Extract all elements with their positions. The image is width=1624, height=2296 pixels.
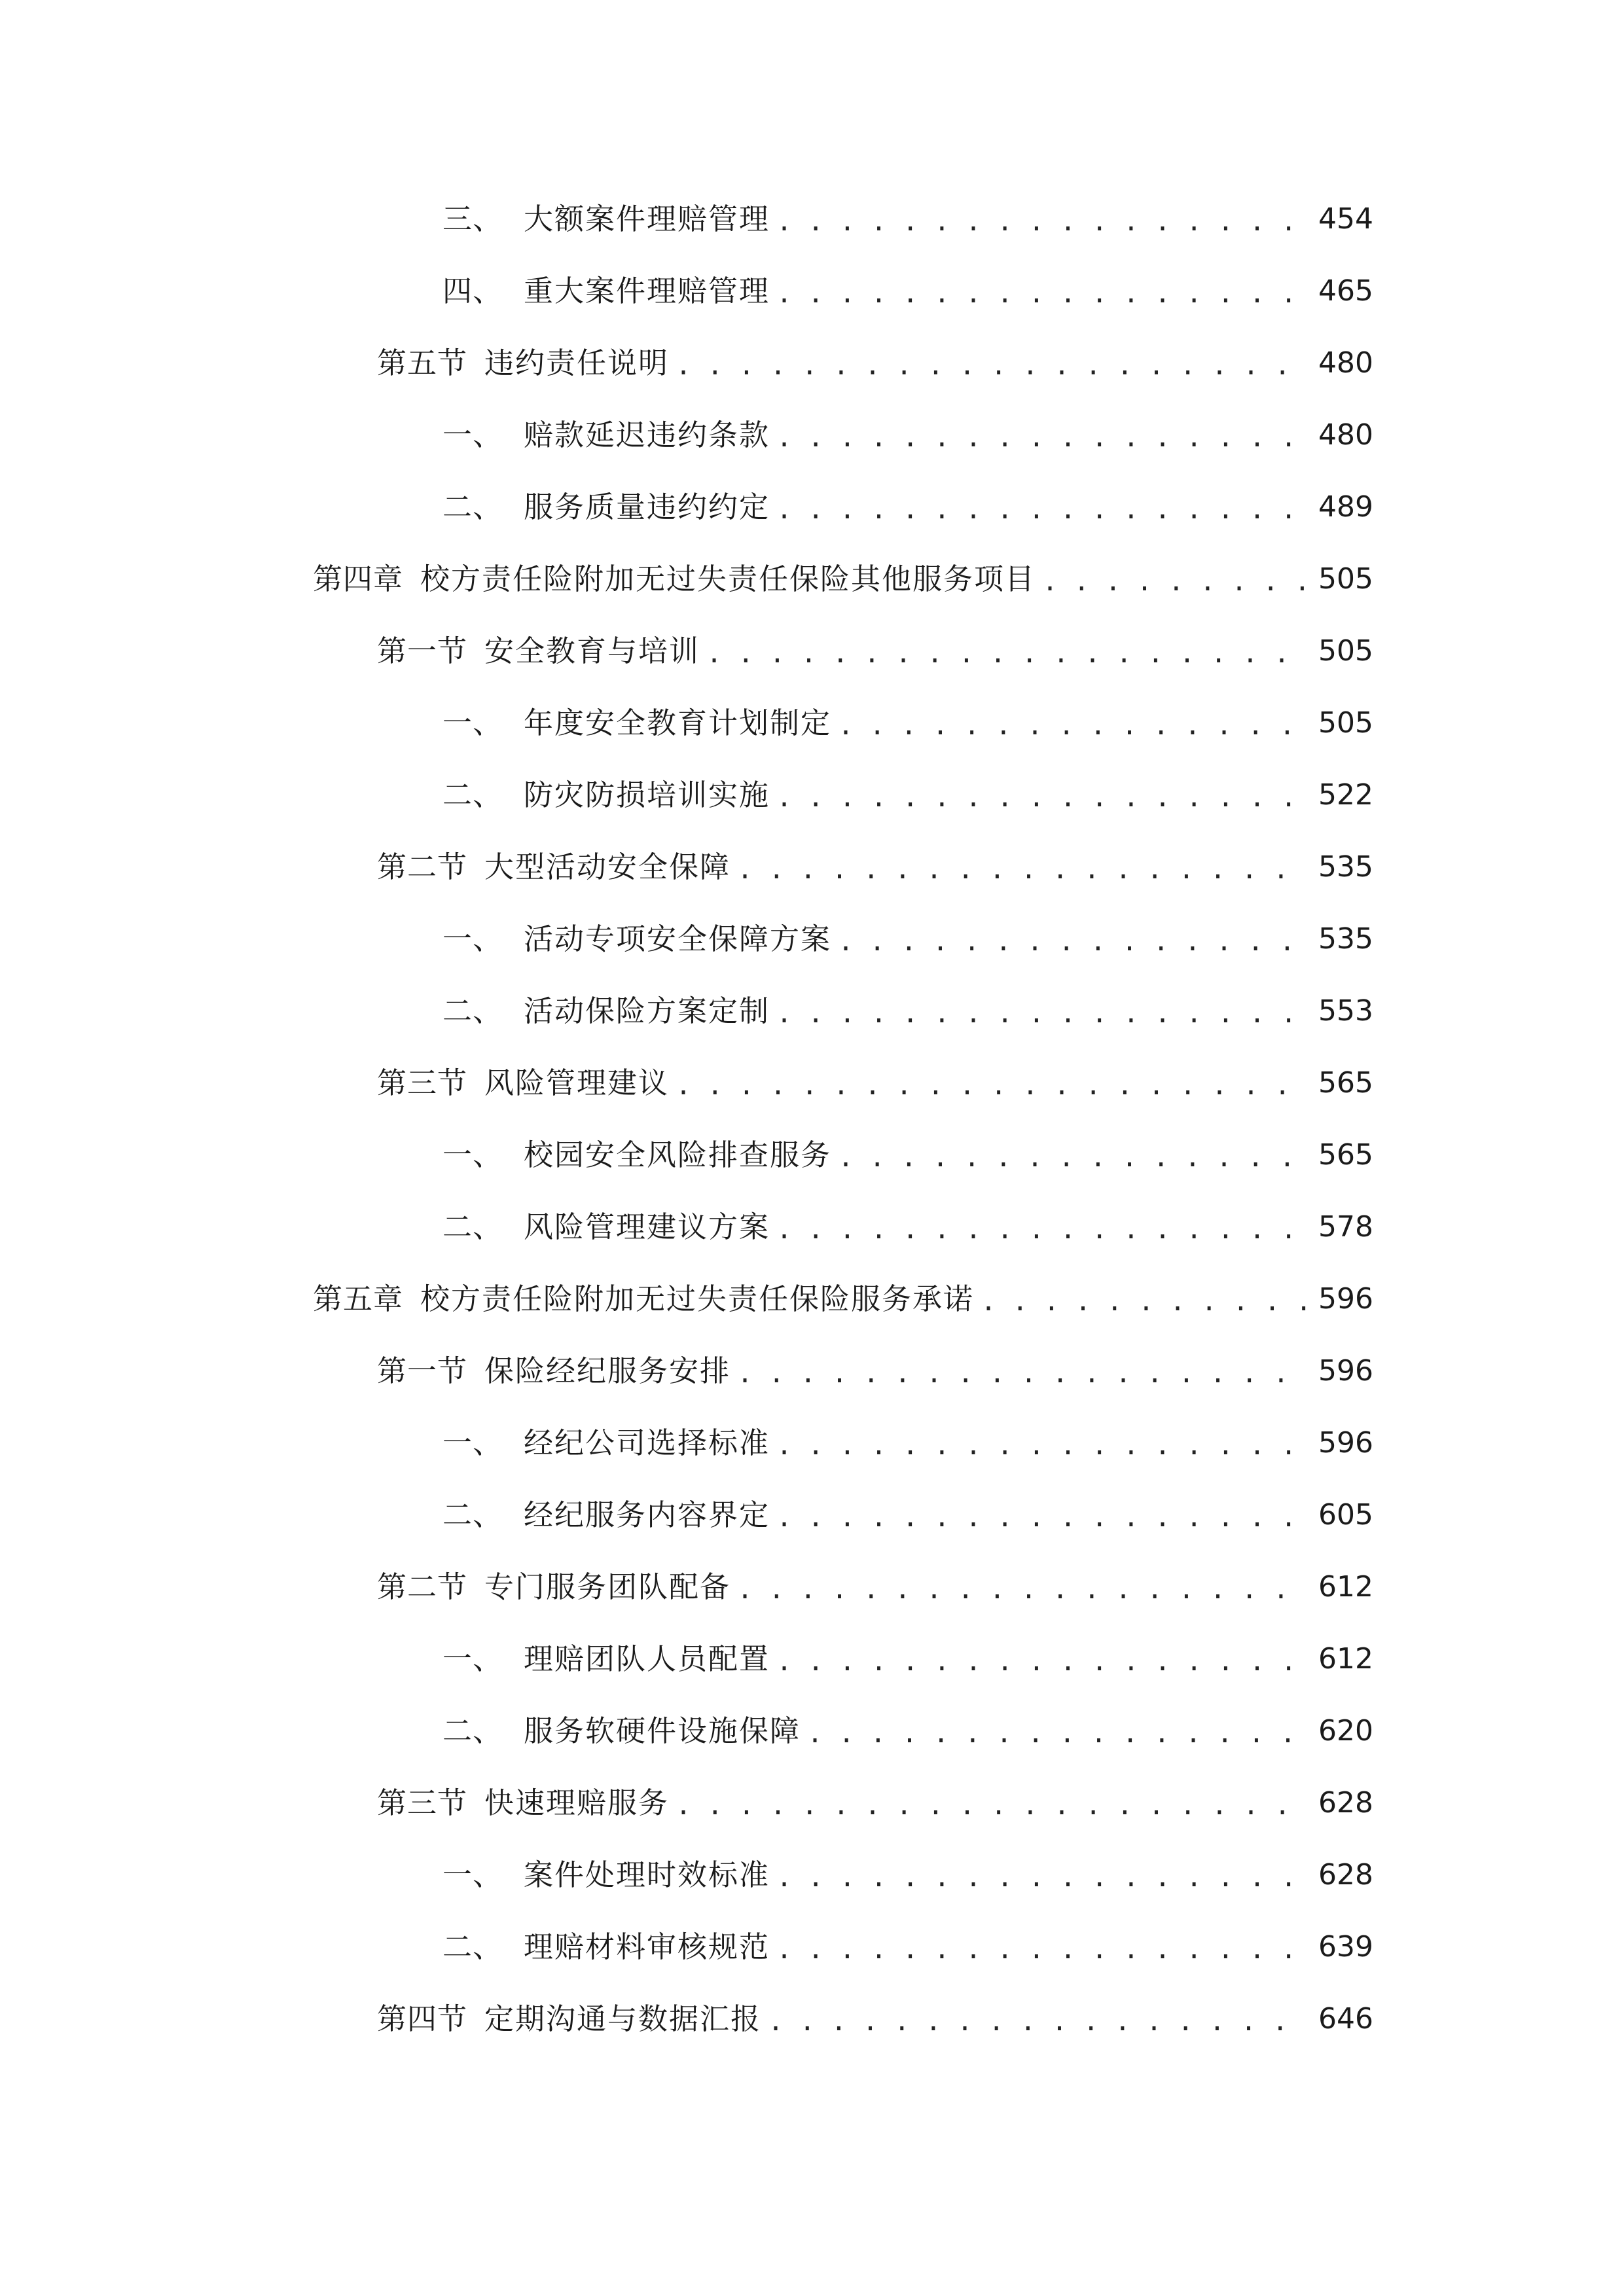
toc-entry-page-number: 535 bbox=[1318, 922, 1373, 956]
toc-entry[interactable] bbox=[442, 1633, 1372, 1685]
toc-dot-leader bbox=[768, 1996, 1309, 2048]
toc-entry-title: 经纪公司选择标准 bbox=[524, 1426, 770, 1460]
toc-dot-leader bbox=[776, 1924, 1309, 1976]
toc-entry-number: 第二节 bbox=[377, 850, 468, 884]
toc-entry-number: 一、 bbox=[442, 1857, 503, 1892]
toc-entry[interactable] bbox=[377, 337, 1372, 389]
toc-entry-number: 一、 bbox=[442, 1426, 503, 1460]
toc-dot-leader bbox=[807, 1708, 1309, 1760]
toc-entry[interactable] bbox=[442, 769, 1372, 821]
toc-entry-page-number: 505 bbox=[1318, 634, 1373, 668]
toc-entry-page-number: 578 bbox=[1318, 1210, 1373, 1244]
toc-entry-page-number: 605 bbox=[1318, 1498, 1373, 1532]
toc-entry-page-number: 565 bbox=[1318, 1138, 1373, 1172]
toc-dot-leader bbox=[706, 628, 1309, 680]
toc-entry[interactable] bbox=[377, 841, 1372, 893]
toc-dot-leader bbox=[776, 484, 1309, 536]
toc-entry[interactable] bbox=[442, 697, 1372, 749]
toc-entry-title: 活动专项安全保障方案 bbox=[524, 922, 832, 956]
toc-entry-number: 二、 bbox=[442, 1498, 503, 1532]
toc-entry-number: 一、 bbox=[442, 1641, 503, 1676]
toc-entry-title: 快速理赔服务 bbox=[484, 1785, 670, 1820]
toc-entry[interactable] bbox=[442, 1129, 1372, 1181]
toc-entry-page-number: 596 bbox=[1318, 1426, 1373, 1460]
toc-entry-title: 服务质量违约约定 bbox=[524, 490, 770, 524]
toc-entry-page-number: 522 bbox=[1318, 778, 1373, 812]
toc-entry-title: 服务软硬件设施保障 bbox=[524, 1713, 801, 1748]
toc-entry-title: 专门服务团队配备 bbox=[484, 1570, 731, 1604]
toc-entry[interactable] bbox=[377, 1057, 1372, 1109]
toc-dot-leader bbox=[776, 988, 1309, 1040]
toc-entry-number: 四、 bbox=[442, 274, 503, 308]
toc-entry-page-number: 628 bbox=[1318, 1858, 1373, 1892]
toc-entry-title: 理赔团队人员配置 bbox=[524, 1641, 770, 1676]
toc-entry-title: 赔款延迟违约条款 bbox=[524, 418, 770, 452]
toc-entry-number: 第三节 bbox=[377, 1785, 468, 1820]
toc-dot-leader bbox=[838, 916, 1309, 968]
toc-entry-title: 保险经纪服务安排 bbox=[484, 1354, 731, 1388]
toc-entry-page-number: 480 bbox=[1318, 418, 1373, 452]
toc-entry-page-number: 505 bbox=[1318, 706, 1373, 740]
toc-dot-leader bbox=[776, 196, 1309, 248]
toc-entry-page-number: 465 bbox=[1318, 274, 1373, 308]
toc-entry-title: 风险管理建议方案 bbox=[524, 1210, 770, 1244]
toc-dot-leader bbox=[737, 1564, 1309, 1616]
toc-dot-leader bbox=[838, 700, 1309, 752]
toc-entry[interactable] bbox=[442, 913, 1372, 965]
toc-entry[interactable] bbox=[442, 1417, 1372, 1469]
toc-dot-leader bbox=[776, 268, 1309, 320]
toc-entry-number: 第一节 bbox=[377, 634, 468, 668]
toc-entry-page-number: 646 bbox=[1318, 2002, 1373, 2036]
toc-entry-title: 风险管理建议 bbox=[484, 1066, 670, 1100]
toc-entry-page-number: 612 bbox=[1318, 1642, 1373, 1676]
toc-dot-leader bbox=[1042, 556, 1309, 608]
toc-entry-number: 第五节 bbox=[377, 346, 468, 380]
toc-dot-leader bbox=[776, 412, 1309, 464]
toc-entry-title: 重大案件理赔管理 bbox=[524, 274, 770, 308]
toc-entry-number: 二、 bbox=[442, 1713, 503, 1748]
toc-entry[interactable] bbox=[442, 1201, 1372, 1253]
toc-dot-leader bbox=[776, 1852, 1309, 1904]
toc-entry[interactable] bbox=[442, 265, 1372, 317]
toc-dot-leader bbox=[776, 1636, 1309, 1688]
toc-entry-title: 理赔材料审核规范 bbox=[524, 1929, 770, 1964]
toc-dot-leader bbox=[776, 1492, 1309, 1544]
toc-dot-leader bbox=[838, 1132, 1309, 1184]
toc-entry-page-number: 505 bbox=[1318, 562, 1373, 596]
toc-entry-title: 安全教育与培训 bbox=[484, 634, 700, 668]
toc-entry-page-number: 553 bbox=[1318, 994, 1373, 1028]
toc-entry-number: 第四章 bbox=[313, 562, 404, 596]
toc-entry-title: 年度安全教育计划制定 bbox=[524, 706, 832, 740]
toc-entry-title: 校方责任险附加无过失责任保险服务承诺 bbox=[420, 1282, 975, 1316]
toc-entry[interactable] bbox=[377, 1993, 1372, 2045]
toc-entry-title: 校园安全风险排查服务 bbox=[524, 1138, 832, 1172]
toc-dot-leader bbox=[676, 1060, 1309, 1112]
toc-entry-title: 定期沟通与数据汇报 bbox=[484, 2001, 762, 2036]
toc-entry-number: 二、 bbox=[442, 490, 503, 524]
toc-entry[interactable] bbox=[313, 1273, 1372, 1325]
toc-entry-page-number: 535 bbox=[1318, 850, 1373, 884]
toc-entry-number: 第二节 bbox=[377, 1570, 468, 1604]
toc-entry-title: 活动保险方案定制 bbox=[524, 994, 770, 1028]
toc-entry-number: 二、 bbox=[442, 1210, 503, 1244]
toc-entry-page-number: 489 bbox=[1318, 490, 1373, 524]
toc-entry-title: 违约责任说明 bbox=[484, 346, 670, 380]
toc-entry-title: 防灾防损培训实施 bbox=[524, 778, 770, 812]
toc-dot-leader bbox=[737, 1348, 1309, 1400]
toc-entry[interactable] bbox=[313, 553, 1372, 605]
toc-entry-number: 二、 bbox=[442, 1929, 503, 1964]
toc-entry-number: 一、 bbox=[442, 922, 503, 956]
toc-entry[interactable] bbox=[442, 1849, 1372, 1901]
toc-entry-page-number: 628 bbox=[1318, 1786, 1373, 1820]
toc-entry[interactable] bbox=[377, 1561, 1372, 1613]
toc-entry[interactable] bbox=[377, 625, 1372, 677]
toc-dot-leader bbox=[676, 340, 1309, 392]
toc-dot-leader bbox=[981, 1276, 1309, 1328]
toc-entry-page-number: 480 bbox=[1318, 346, 1373, 380]
toc-entry-number: 三、 bbox=[442, 202, 503, 236]
toc-entry-title: 大型活动安全保障 bbox=[484, 850, 731, 884]
toc-entry-number: 第三节 bbox=[377, 1066, 468, 1100]
toc-entry[interactable] bbox=[377, 1345, 1372, 1397]
toc-entry-number: 二、 bbox=[442, 994, 503, 1028]
toc-entry[interactable] bbox=[442, 481, 1372, 533]
toc-entry-page-number: 620 bbox=[1318, 1714, 1373, 1748]
toc-entry[interactable] bbox=[442, 1705, 1372, 1757]
toc-entry-page-number: 596 bbox=[1318, 1282, 1373, 1316]
toc-dot-leader bbox=[776, 772, 1309, 824]
toc-entry-number: 第四节 bbox=[377, 2001, 468, 2036]
toc-entry-number: 一、 bbox=[442, 706, 503, 740]
toc-entry[interactable] bbox=[442, 1921, 1372, 1973]
toc-entry[interactable] bbox=[442, 409, 1372, 461]
toc-entry-number: 第一节 bbox=[377, 1354, 468, 1388]
toc-entry-page-number: 596 bbox=[1318, 1354, 1373, 1388]
toc-entry[interactable] bbox=[442, 193, 1372, 245]
toc-entry-page-number: 639 bbox=[1318, 1930, 1373, 1964]
toc-entry[interactable] bbox=[377, 1777, 1372, 1829]
toc-entry[interactable] bbox=[442, 985, 1372, 1037]
toc-entry-number: 一、 bbox=[442, 418, 503, 452]
toc-dot-leader bbox=[737, 844, 1309, 896]
toc-entry-page-number: 565 bbox=[1318, 1066, 1373, 1100]
toc-entry-title: 案件处理时效标准 bbox=[524, 1857, 770, 1892]
toc-entry-page-number: 612 bbox=[1318, 1570, 1373, 1604]
toc-entry-number: 第五章 bbox=[313, 1282, 404, 1316]
toc-entry-title: 校方责任险附加无过失责任保险其他服务项目 bbox=[420, 562, 1036, 596]
toc-entry-page-number: 454 bbox=[1318, 202, 1373, 236]
toc-entry-title: 大额案件理赔管理 bbox=[524, 202, 770, 236]
toc-entry-number: 一、 bbox=[442, 1138, 503, 1172]
toc-entry[interactable] bbox=[442, 1489, 1372, 1541]
toc-dot-leader bbox=[776, 1420, 1309, 1472]
toc-dot-leader bbox=[776, 1204, 1309, 1256]
toc-entry-title: 经纪服务内容界定 bbox=[524, 1498, 770, 1532]
toc-dot-leader bbox=[676, 1780, 1309, 1832]
toc-entry-number: 二、 bbox=[442, 778, 503, 812]
